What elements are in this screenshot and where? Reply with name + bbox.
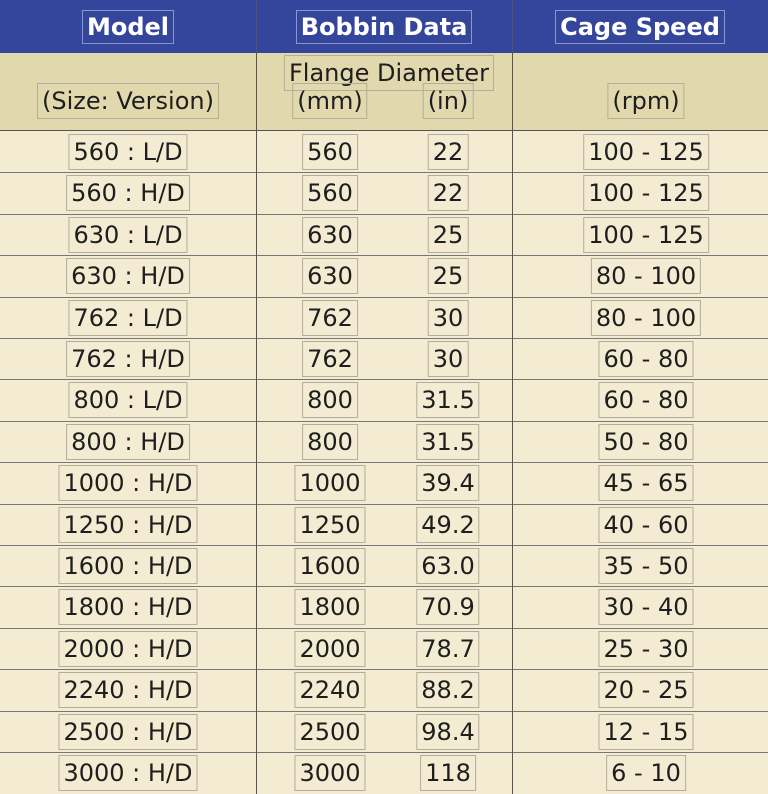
table-row <box>0 172 768 213</box>
cell-model: 2240 : H/D <box>58 672 197 708</box>
table-row <box>0 255 768 296</box>
cell-model: 2500 : H/D <box>58 714 197 750</box>
table-row <box>0 669 768 710</box>
row-divider <box>0 545 768 546</box>
header-bobbin-cell <box>256 0 512 53</box>
row-divider <box>0 504 768 505</box>
cell-rpm: 30 - 40 <box>599 589 694 625</box>
cell-model: 762 : L/D <box>68 300 187 336</box>
cell-rpm: 100 - 125 <box>583 175 709 211</box>
row-divider <box>0 752 768 753</box>
cell-in: 39.4 <box>416 465 479 501</box>
cell-model: 3000 : H/D <box>58 755 197 791</box>
row-divider <box>0 172 768 173</box>
cell-mm: 800 <box>302 382 358 418</box>
cell-model: 1800 : H/D <box>58 589 197 625</box>
row-divider <box>0 586 768 587</box>
cell-in: 70.9 <box>416 589 479 625</box>
table-row <box>0 545 768 586</box>
cell-mm: 1800 <box>294 589 365 625</box>
cell-in: 31.5 <box>416 424 479 460</box>
cell-rpm: 100 - 125 <box>583 217 709 253</box>
cell-model: 560 : L/D <box>68 134 187 170</box>
cell-in: 30 <box>428 300 469 336</box>
table-row <box>0 379 768 420</box>
header-cage-speed: Cage Speed <box>555 10 725 44</box>
cell-rpm: 25 - 30 <box>599 631 694 667</box>
cell-mm: 630 <box>302 217 358 253</box>
cell-in: 98.4 <box>416 714 479 750</box>
cell-rpm: 12 - 15 <box>599 714 694 750</box>
cell-model: 762 : H/D <box>66 341 190 377</box>
cell-model: 1000 : H/D <box>58 465 197 501</box>
cell-in: 63.0 <box>416 548 479 584</box>
cell-model: 630 : H/D <box>66 258 190 294</box>
cell-in: 49.2 <box>416 507 479 543</box>
subheader-in: (in) <box>423 83 474 119</box>
subheader-row <box>0 53 768 130</box>
header-divider <box>0 130 768 131</box>
cell-mm: 2240 <box>294 672 365 708</box>
subheader-size-version: (Size: Version) <box>37 83 219 119</box>
cell-model: 800 : H/D <box>66 424 190 460</box>
row-divider <box>0 462 768 463</box>
cell-mm: 1000 <box>294 465 365 501</box>
cell-mm: 762 <box>302 341 358 377</box>
cell-model: 630 : L/D <box>68 217 187 253</box>
cell-rpm: 20 - 25 <box>599 672 694 708</box>
cell-model: 560 : H/D <box>66 175 190 211</box>
table-row <box>0 504 768 545</box>
cell-rpm: 50 - 80 <box>599 424 694 460</box>
cell-in: 22 <box>428 175 469 211</box>
subheader-mm: (mm) <box>292 83 367 119</box>
cell-in: 118 <box>420 755 476 791</box>
table-row <box>0 586 768 627</box>
row-divider <box>0 628 768 629</box>
subheader-flange-diameter: Flange Diameter <box>284 55 494 91</box>
cell-in: 25 <box>428 217 469 253</box>
cell-mm: 3000 <box>294 755 365 791</box>
cell-mm: 800 <box>302 424 358 460</box>
cell-mm: 1600 <box>294 548 365 584</box>
table-row <box>0 421 768 462</box>
row-divider <box>0 379 768 380</box>
header-bobbin-data: Bobbin Data <box>296 10 473 44</box>
cell-rpm: 6 - 10 <box>606 755 686 791</box>
table-row <box>0 338 768 379</box>
header-model-cell <box>0 0 256 53</box>
column-divider <box>512 0 513 794</box>
cell-mm: 560 <box>302 134 358 170</box>
cell-mm: 2500 <box>294 714 365 750</box>
cell-in: 30 <box>428 341 469 377</box>
cell-rpm: 80 - 100 <box>591 258 701 294</box>
row-divider <box>0 421 768 422</box>
cell-in: 78.7 <box>416 631 479 667</box>
cell-model: 800 : L/D <box>68 382 187 418</box>
header-cage-cell <box>512 0 768 53</box>
cell-rpm: 45 - 65 <box>599 465 694 501</box>
table-row <box>0 628 768 669</box>
row-divider <box>0 297 768 298</box>
cell-rpm: 60 - 80 <box>599 341 694 377</box>
row-divider <box>0 669 768 670</box>
cell-mm: 762 <box>302 300 358 336</box>
cell-mm: 560 <box>302 175 358 211</box>
table-row <box>0 711 768 752</box>
cell-model: 1250 : H/D <box>58 507 197 543</box>
header-model: Model <box>82 10 174 44</box>
cell-mm: 630 <box>302 258 358 294</box>
header-row <box>0 0 768 53</box>
cell-in: 88.2 <box>416 672 479 708</box>
cell-mm: 2000 <box>294 631 365 667</box>
row-divider <box>0 711 768 712</box>
column-divider <box>256 0 257 794</box>
cell-rpm: 35 - 50 <box>599 548 694 584</box>
cell-in: 22 <box>428 134 469 170</box>
table-row <box>0 462 768 503</box>
row-divider <box>0 255 768 256</box>
cell-mm: 1250 <box>294 507 365 543</box>
table-row <box>0 131 768 172</box>
row-divider <box>0 214 768 215</box>
cell-in: 31.5 <box>416 382 479 418</box>
table-row <box>0 297 768 338</box>
cell-rpm: 60 - 80 <box>599 382 694 418</box>
table-row <box>0 752 768 793</box>
cell-model: 1600 : H/D <box>58 548 197 584</box>
cell-rpm: 40 - 60 <box>599 507 694 543</box>
cell-in: 25 <box>428 258 469 294</box>
cell-rpm: 80 - 100 <box>591 300 701 336</box>
cell-model: 2000 : H/D <box>58 631 197 667</box>
cell-rpm: 100 - 125 <box>583 134 709 170</box>
subheader-rpm: (rpm) <box>607 83 684 119</box>
row-divider <box>0 338 768 339</box>
table-row <box>0 214 768 255</box>
